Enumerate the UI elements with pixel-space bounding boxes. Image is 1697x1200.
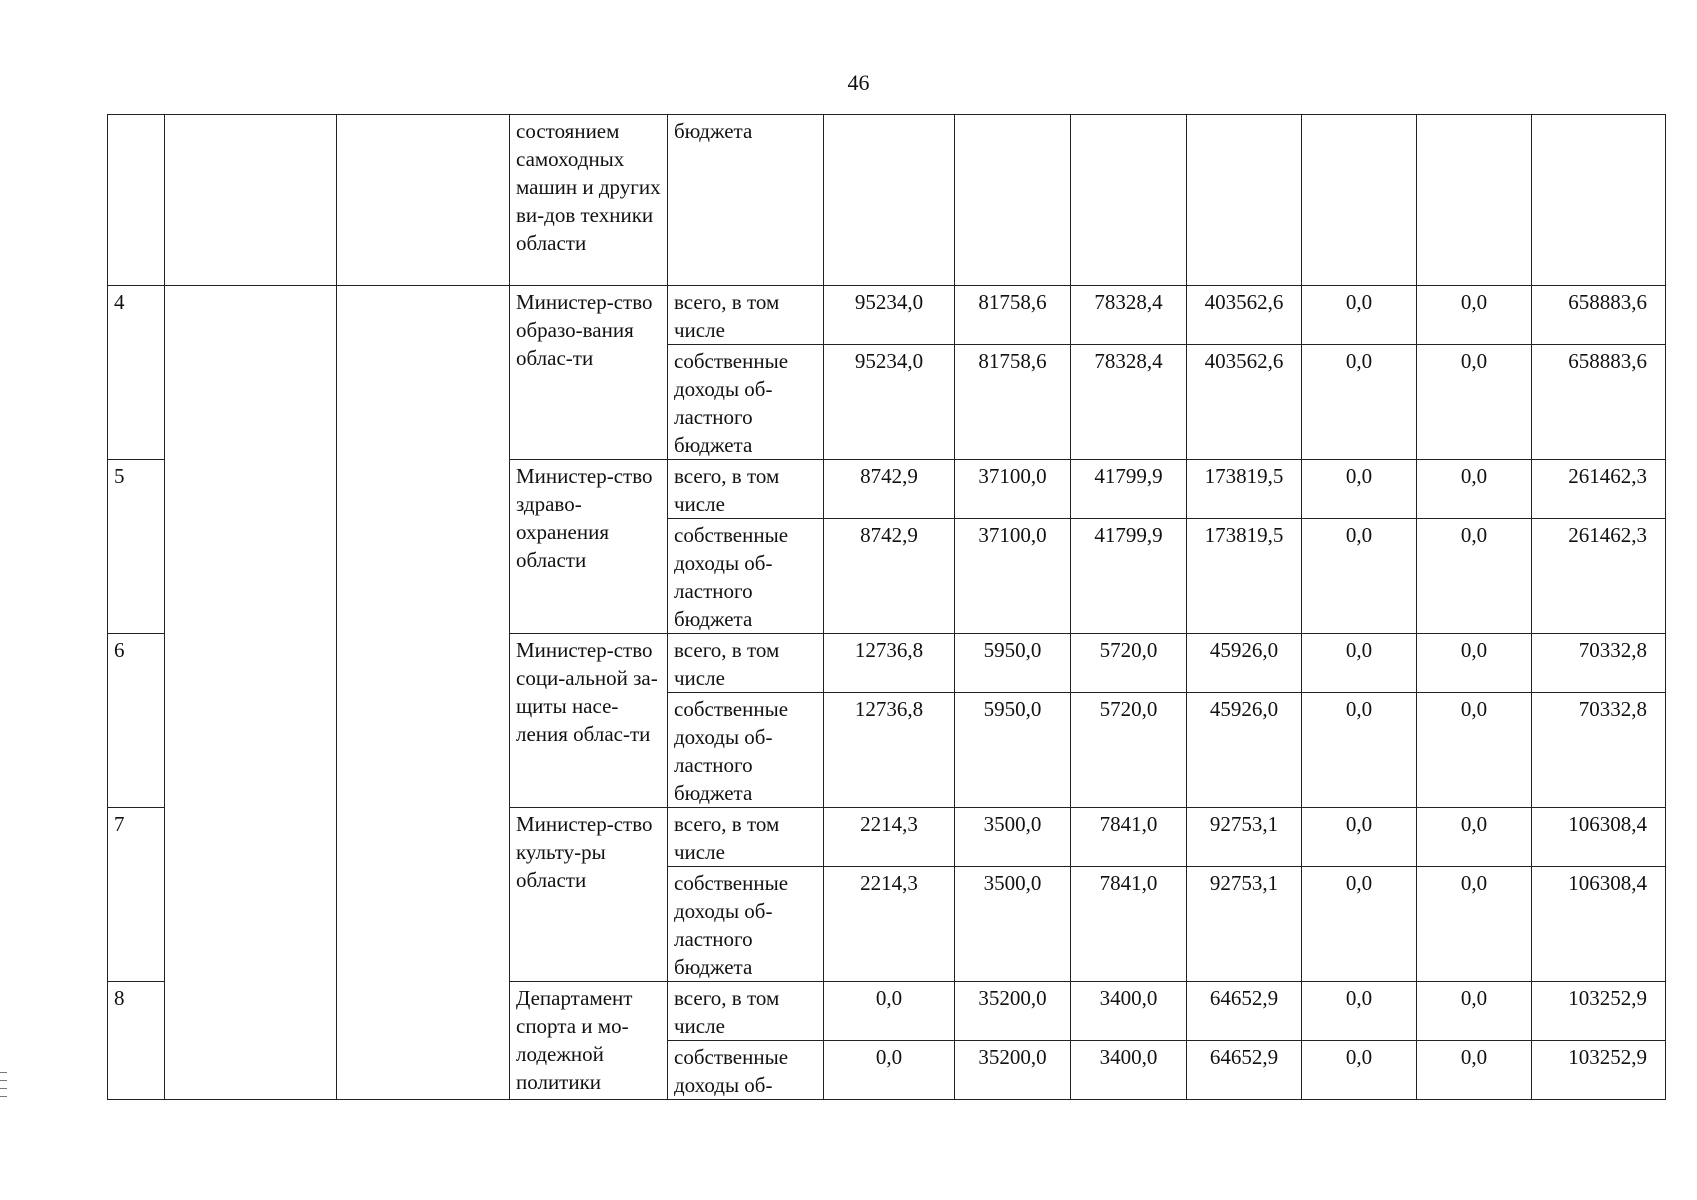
value-cell: 0,0 <box>824 1041 955 1100</box>
value-cell: 0,0 <box>1302 982 1417 1041</box>
value-cell: 0,0 <box>1417 634 1532 693</box>
row-number-cell <box>108 115 165 286</box>
value-cell: 3500,0 <box>955 808 1071 867</box>
value-cell: 0,0 <box>1417 519 1532 634</box>
value-cell: 70332,8 <box>1532 693 1666 808</box>
organization-cell: Министер-ство здраво-охранения области <box>510 460 668 634</box>
value-cell: 0,0 <box>1417 867 1532 982</box>
value-cell: 173819,5 <box>1187 460 1302 519</box>
own-income-label-cell: собственные доходы об-ластного бюджета <box>668 519 824 634</box>
value-cell: 95234,0 <box>824 286 955 345</box>
value-cell: 2214,3 <box>824 867 955 982</box>
own-income-label-cell: собственные доходы об-ластного бюджета <box>668 867 824 982</box>
value-cell: 0,0 <box>1302 808 1417 867</box>
organization-cell: Департамент спорта и мо-лодежной политики <box>510 982 668 1100</box>
value-cell: 70332,8 <box>1532 634 1666 693</box>
value-cell: 41799,9 <box>1071 460 1187 519</box>
value-cell: 0,0 <box>1417 1041 1532 1100</box>
value-cell: 0,0 <box>1302 693 1417 808</box>
value-cell: 45926,0 <box>1187 634 1302 693</box>
value-cell: 45926,0 <box>1187 693 1302 808</box>
table-row <box>108 286 1666 345</box>
value-cell: 5720,0 <box>1071 693 1187 808</box>
description-cell: состоянием самоходных машин и других ви-дов техники области <box>510 115 668 286</box>
value-cell: 0,0 <box>824 982 955 1041</box>
value-cell: 173819,5 <box>1187 519 1302 634</box>
value-cell: 103252,9 <box>1532 1041 1666 1100</box>
own-income-label-cell: собственные доходы об-ластного бюджета <box>668 693 824 808</box>
budget-table <box>107 114 1666 1100</box>
value-cell: 261462,3 <box>1532 519 1666 634</box>
value-cell: 0,0 <box>1302 519 1417 634</box>
value-cell: 7841,0 <box>1071 808 1187 867</box>
value-cell: 658883,6 <box>1532 345 1666 460</box>
empty-cell <box>337 286 510 1100</box>
value-cell: 8742,9 <box>824 460 955 519</box>
value-cell: 81758,6 <box>955 286 1071 345</box>
row-number-cell: 8 <box>108 982 165 1100</box>
value-cell: 37100,0 <box>955 460 1071 519</box>
value-cell: 658883,6 <box>1532 286 1666 345</box>
value-cell: 261462,3 <box>1532 460 1666 519</box>
value-cell: 64652,9 <box>1187 982 1302 1041</box>
organization-cell: Министер-ство образо-вания облас-ти <box>510 286 668 460</box>
value-cell: 0,0 <box>1302 1041 1417 1100</box>
value-cell: 3500,0 <box>955 867 1071 982</box>
organization-cell: Министер-ство соци-альной за-щиты насе-ления облас-ти <box>510 634 668 808</box>
empty-cell <box>165 115 337 286</box>
value-cell: 0,0 <box>1417 345 1532 460</box>
value-cell: 0,0 <box>1417 286 1532 345</box>
value-cell <box>955 115 1071 286</box>
value-cell: 35200,0 <box>955 1041 1071 1100</box>
value-cell: 78328,4 <box>1071 286 1187 345</box>
value-cell: 0,0 <box>1302 867 1417 982</box>
value-cell: 92753,1 <box>1187 808 1302 867</box>
value-cell: 106308,4 <box>1532 808 1666 867</box>
value-cell: 2214,3 <box>824 808 955 867</box>
value-cell: 64652,9 <box>1187 1041 1302 1100</box>
margin-marks <box>0 1072 8 1108</box>
total-label-cell: всего, в том числе <box>668 982 824 1041</box>
row-number-cell: 4 <box>108 286 165 460</box>
own-income-label-cell: собственные доходы об-ластного бюджета <box>668 345 824 460</box>
value-cell: 5950,0 <box>955 634 1071 693</box>
value-cell: 0,0 <box>1302 286 1417 345</box>
total-label-cell: всего, в том числе <box>668 460 824 519</box>
value-cell: 81758,6 <box>955 345 1071 460</box>
value-cell: 92753,1 <box>1187 867 1302 982</box>
value-cell: 7841,0 <box>1071 867 1187 982</box>
value-cell: 403562,6 <box>1187 286 1302 345</box>
row-number-cell: 7 <box>108 808 165 982</box>
value-cell: 0,0 <box>1417 693 1532 808</box>
value-cell <box>1071 115 1187 286</box>
value-cell: 12736,8 <box>824 634 955 693</box>
value-cell: 5950,0 <box>955 693 1071 808</box>
source-cell: бюджета <box>668 115 824 286</box>
value-cell: 37100,0 <box>955 519 1071 634</box>
value-cell: 95234,0 <box>824 345 955 460</box>
empty-cell <box>337 115 510 286</box>
value-cell: 0,0 <box>1302 460 1417 519</box>
value-cell: 106308,4 <box>1532 867 1666 982</box>
value-cell: 5720,0 <box>1071 634 1187 693</box>
value-cell: 0,0 <box>1302 345 1417 460</box>
total-label-cell: всего, в том числе <box>668 634 824 693</box>
row-number-cell: 5 <box>108 460 165 634</box>
value-cell: 3400,0 <box>1071 1041 1187 1100</box>
value-cell: 8742,9 <box>824 519 955 634</box>
table-row <box>108 115 1666 286</box>
value-cell <box>824 115 955 286</box>
value-cell: 41799,9 <box>1071 519 1187 634</box>
value-cell: 0,0 <box>1302 634 1417 693</box>
value-cell: 78328,4 <box>1071 345 1187 460</box>
value-cell <box>1532 115 1666 286</box>
value-cell: 403562,6 <box>1187 345 1302 460</box>
total-label-cell: всего, в том числе <box>668 286 824 345</box>
value-cell <box>1417 115 1532 286</box>
value-cell: 35200,0 <box>955 982 1071 1041</box>
value-cell: 0,0 <box>1417 808 1532 867</box>
organization-cell: Министер-ство культу-ры области <box>510 808 668 982</box>
value-cell: 0,0 <box>1417 982 1532 1041</box>
empty-cell <box>165 286 337 1100</box>
value-cell: 3400,0 <box>1071 982 1187 1041</box>
value-cell: 12736,8 <box>824 693 955 808</box>
row-number-cell: 6 <box>108 634 165 808</box>
total-label-cell: всего, в том числе <box>668 808 824 867</box>
value-cell <box>1187 115 1302 286</box>
value-cell: 0,0 <box>1417 460 1532 519</box>
own-income-label-cell: собственные доходы об- <box>668 1041 824 1100</box>
value-cell <box>1302 115 1417 286</box>
page-number: 46 <box>847 70 870 95</box>
value-cell: 103252,9 <box>1532 982 1666 1041</box>
